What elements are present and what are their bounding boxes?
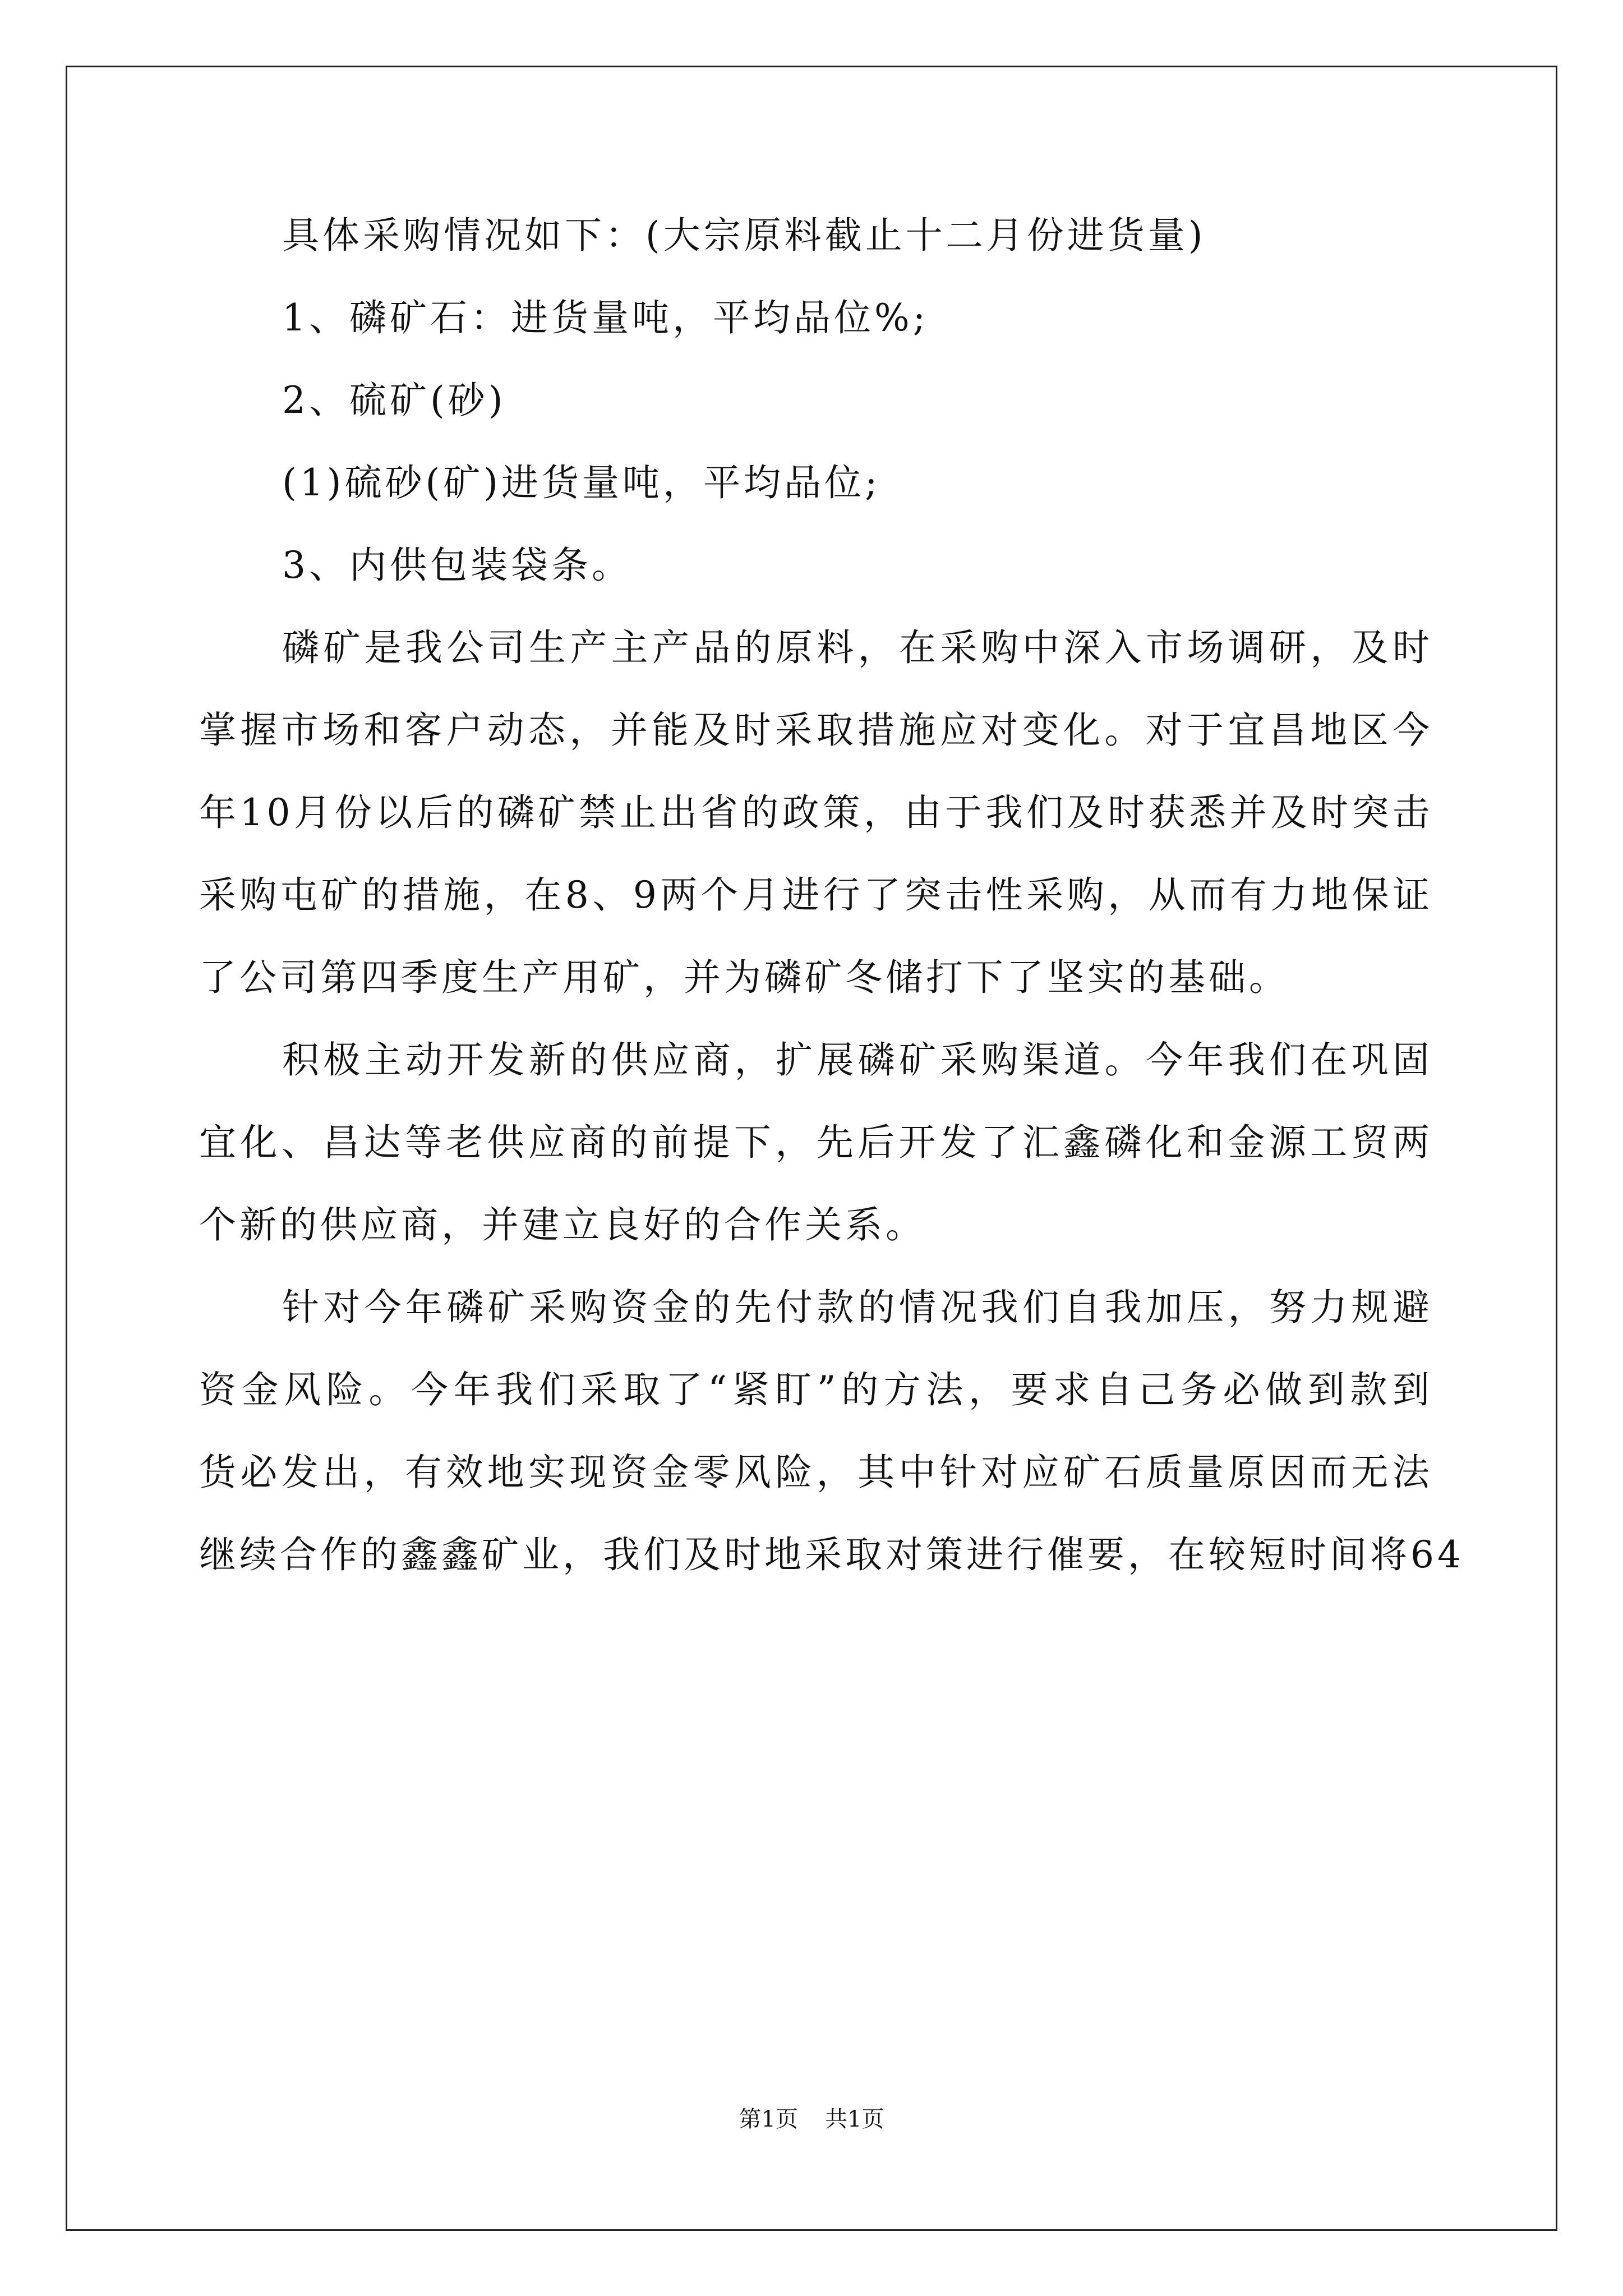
paragraph-intro: 具体采购情况如下：(大宗原料截止十二月份进货量) <box>282 214 1206 257</box>
page-number: 第1页 <box>739 2106 798 2132</box>
paragraph-line: 针对今年磷矿采购资金的先付款的情况我们自我加压，努力规避 <box>282 1286 1433 1329</box>
paragraph-line: 积极主动开发新的供应商，扩展磷矿采购渠道。今年我们在巩固 <box>282 1038 1433 1082</box>
paragraph-line: 磷矿是我公司生产主产品的原料，在采购中深入市场调研，及时 <box>282 626 1433 669</box>
paragraph-line: 宜化、昌达等老供应商的前提下，先后开发了汇鑫磷化和金源工贸两 <box>199 1121 1433 1164</box>
list-subitem-sulfur-sand: (1)硫砂(矿)进货量吨，平均品位; <box>282 461 881 504</box>
paragraph-line: 资金风险。今年我们采取了“紧盯”的方法，要求自己务必做到款到 <box>199 1368 1433 1411</box>
list-item-sulfur: 2、硫矿(砂) <box>282 379 506 422</box>
list-item-phosphate: 1、磷矿石：进货量吨，平均品位%; <box>282 296 929 339</box>
paragraph-line: 年10月份以后的磷矿禁止出省的政策，由于我们及时获悉并及时突击 <box>199 791 1433 834</box>
paragraph-line: 了公司第四季度生产用矿，并为磷矿冬储打下了坚实的基础。 <box>199 956 1289 999</box>
list-item-packaging: 3、内供包装袋条。 <box>282 544 632 587</box>
page-footer <box>0 2105 1623 2134</box>
paragraph-line: 货必发出，有效地实现资金零风险，其中针对应矿石质量原因而无法 <box>199 1451 1433 1494</box>
paragraph-line: 掌握市场和客户动态，并能及时采取措施应对变化。对于宜昌地区今 <box>199 708 1433 752</box>
paragraph-line: 个新的供应商，并建立良好的合作关系。 <box>199 1203 926 1246</box>
paragraph-line: 继续合作的鑫鑫矿业，我们及时地采取对策进行催要，在较短时间将64 <box>199 1533 1464 1576</box>
page-total: 共1页 <box>825 2106 884 2132</box>
paragraph-line: 采购屯矿的措施，在8、9两个月进行了突击性采购，从而有力地保证 <box>199 873 1433 917</box>
